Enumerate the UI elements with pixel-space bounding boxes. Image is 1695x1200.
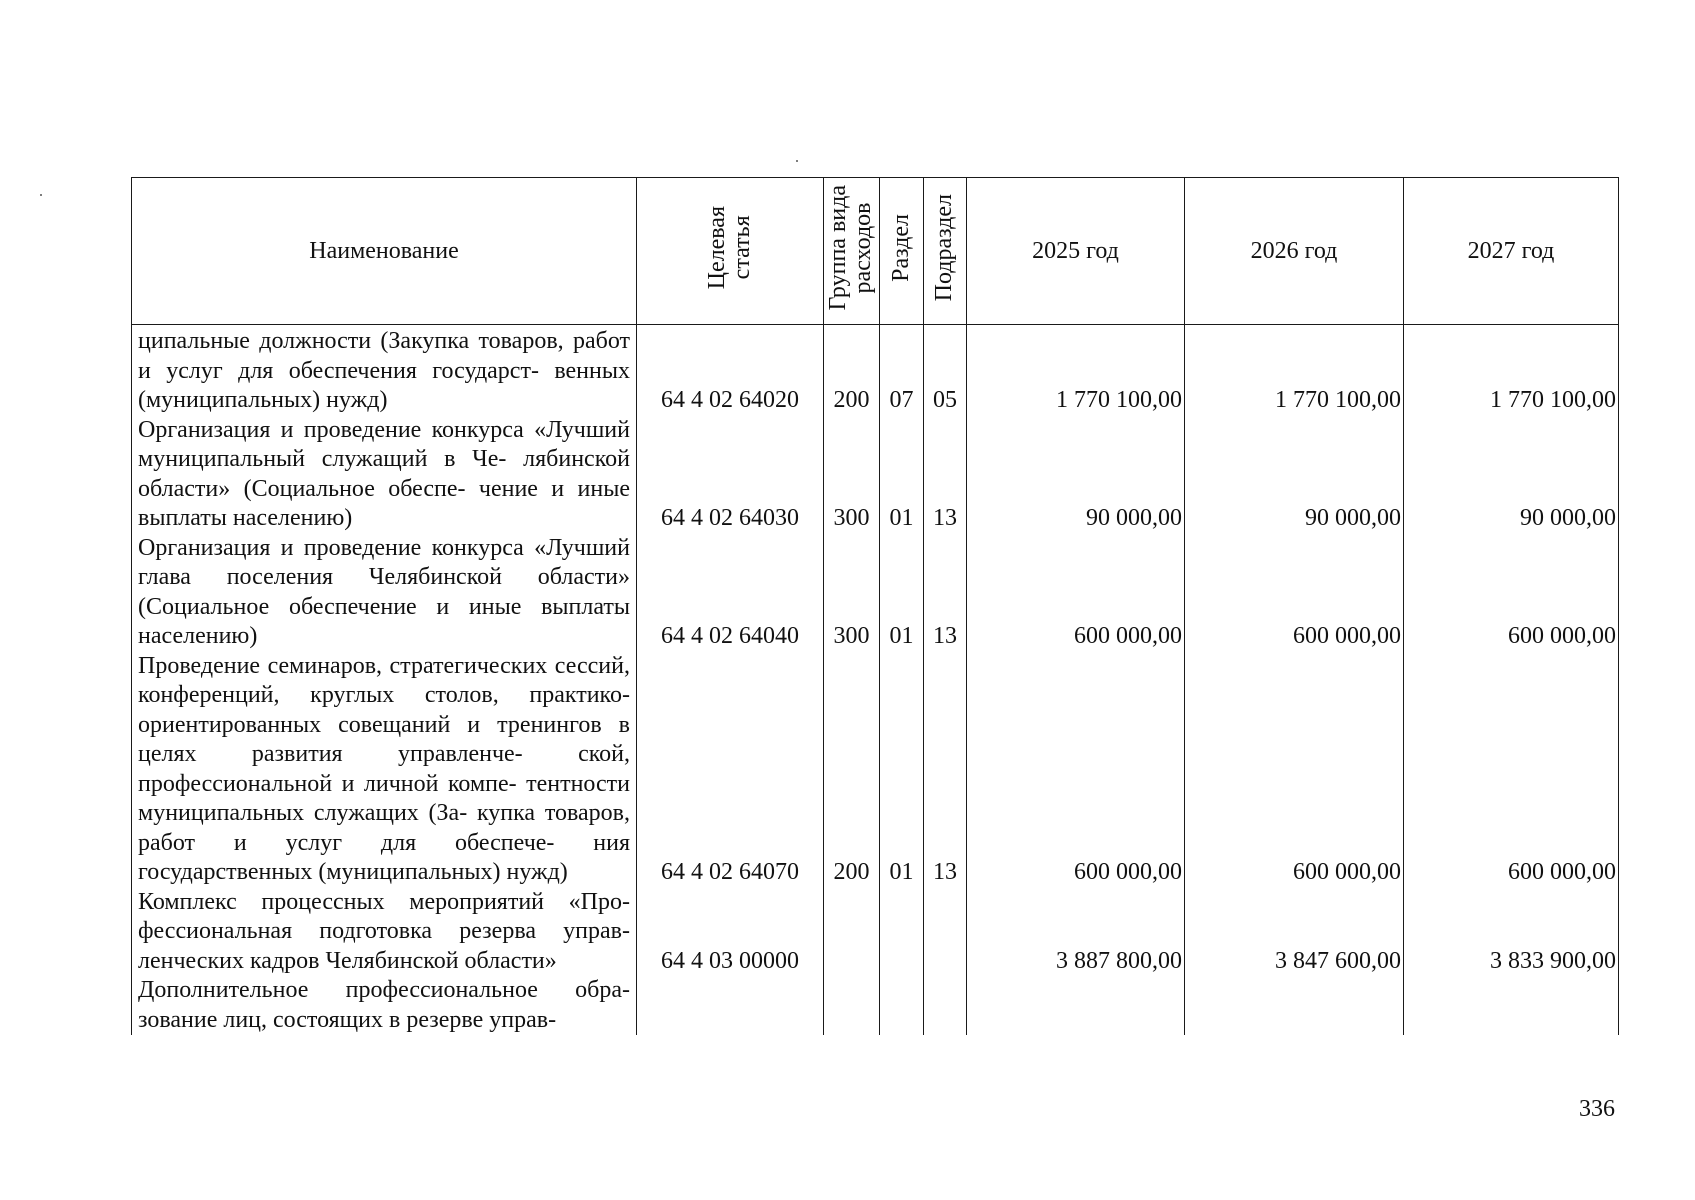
scan-speck bbox=[40, 194, 42, 196]
row-expense-group: 200 bbox=[824, 652, 880, 888]
row-amount-2025: 1 770 100,00 bbox=[967, 325, 1185, 416]
row-target-article bbox=[637, 976, 824, 1035]
row-subsection: 13 bbox=[924, 416, 967, 534]
row-name: Организация и проведение конкурса «Лучший муниципальный служащий в Че- лябинской области» (Социальное обеспе- чение и иные выплаты населению) bbox=[132, 416, 637, 534]
row-amount-2025: 600 000,00 bbox=[967, 652, 1185, 888]
row-amount-2025 bbox=[967, 976, 1185, 1035]
row-expense-group: 300 bbox=[824, 416, 880, 534]
header-subsection-label: Подраздел bbox=[931, 193, 958, 302]
row-amount-2026: 600 000,00 bbox=[1185, 534, 1404, 652]
table-row bbox=[132, 416, 1619, 534]
row-subsection: 13 bbox=[924, 652, 967, 888]
row-name: Проведение семинаров, стратегических сессий, конференций, круглых столов, практико-ориентированных совещаний и тренингов в целях развития управленче- ской, профессиональной и личной компе- тентности муниципальных служащих (За- купка товаров, работ и услуг для обеспече- ния государственных (муниципальных) нужд) bbox=[132, 652, 637, 888]
page-number: 336 bbox=[1579, 1096, 1615, 1122]
row-section bbox=[880, 888, 924, 977]
header-expense-group-line-2: расходов bbox=[850, 202, 877, 293]
header-name bbox=[132, 178, 637, 325]
header-section bbox=[880, 178, 924, 325]
row-subsection bbox=[924, 976, 967, 1035]
row-expense-group bbox=[824, 976, 880, 1035]
row-name: Дополнительное профессиональное обра- зование лиц, состоящих в резерве управ- bbox=[132, 976, 637, 1035]
row-amount-2027: 600 000,00 bbox=[1404, 534, 1619, 652]
row-amount-2027: 3 833 900,00 bbox=[1404, 888, 1619, 977]
table-row bbox=[132, 888, 1619, 977]
row-amount-2027: 90 000,00 bbox=[1404, 416, 1619, 534]
row-name: Организация и проведение конкурса «Лучший глава поселения Челябинской области» (Социальное обеспечение и иные выплаты населению) bbox=[132, 534, 637, 652]
row-amount-2027: 1 770 100,00 bbox=[1404, 325, 1619, 416]
row-amount-2025: 600 000,00 bbox=[967, 534, 1185, 652]
row-target-article: 64 4 02 64020 bbox=[637, 325, 824, 416]
table-row bbox=[132, 976, 1619, 1035]
row-target-article: 64 4 02 64030 bbox=[637, 416, 824, 534]
row-section bbox=[880, 976, 924, 1035]
header-year-2025-label: 2025 год bbox=[1032, 237, 1119, 264]
header-section-label: Раздел bbox=[887, 213, 914, 282]
row-amount-2026: 1 770 100,00 bbox=[1185, 325, 1404, 416]
scan-speck bbox=[796, 160, 798, 162]
row-subsection bbox=[924, 888, 967, 977]
row-target-article: 64 4 02 64040 bbox=[637, 534, 824, 652]
header-expense-group bbox=[824, 178, 880, 325]
table-body bbox=[132, 325, 1619, 1036]
budget-table bbox=[131, 177, 1619, 1035]
header-subsection bbox=[924, 178, 967, 325]
header-expense-group-label bbox=[826, 185, 876, 310]
row-expense-group: 300 bbox=[824, 534, 880, 652]
row-name: ципальные должности (Закупка товаров, работ и услуг для обеспечения государст- венных (муниципальных) нужд) bbox=[132, 325, 637, 416]
row-amount-2027: 600 000,00 bbox=[1404, 652, 1619, 888]
row-section: 01 bbox=[880, 534, 924, 652]
header-expense-group-line-1: Группа вида bbox=[825, 184, 852, 311]
row-section: 07 bbox=[880, 325, 924, 416]
row-amount-2026: 90 000,00 bbox=[1185, 416, 1404, 534]
header-year-2027-label: 2027 год bbox=[1467, 237, 1555, 264]
header-year-2026-label: 2026 год bbox=[1250, 237, 1338, 264]
row-target-article: 64 4 02 64070 bbox=[637, 652, 824, 888]
header-year-2025 bbox=[967, 178, 1185, 325]
table-header bbox=[132, 178, 1619, 325]
header-year-2026 bbox=[1185, 178, 1404, 325]
row-expense-group bbox=[824, 888, 880, 977]
header-name-label: Наименование bbox=[309, 237, 459, 264]
header-year-2027 bbox=[1404, 178, 1619, 325]
row-subsection: 13 bbox=[924, 534, 967, 652]
row-amount-2026: 3 847 600,00 bbox=[1185, 888, 1404, 977]
header-target-article-label bbox=[705, 206, 755, 289]
table-row bbox=[132, 534, 1619, 652]
row-amount-2025: 3 887 800,00 bbox=[967, 888, 1185, 977]
table-row bbox=[132, 325, 1619, 416]
header-target-line-2: статья bbox=[729, 215, 755, 280]
row-amount-2025: 90 000,00 bbox=[967, 416, 1185, 534]
row-subsection: 05 bbox=[924, 325, 967, 416]
row-amount-2027 bbox=[1404, 976, 1619, 1035]
table-row bbox=[132, 652, 1619, 888]
row-amount-2026 bbox=[1185, 976, 1404, 1035]
row-name: Комплекс процессных мероприятий «Про- фессиональная подготовка резерва управ- ленческих кадров Челябинской области» bbox=[132, 888, 637, 977]
header-target-line-1: Целевая bbox=[703, 205, 730, 290]
row-expense-group: 200 bbox=[824, 325, 880, 416]
row-section: 01 bbox=[880, 652, 924, 888]
row-amount-2026: 600 000,00 bbox=[1185, 652, 1404, 888]
row-section: 01 bbox=[880, 416, 924, 534]
row-target-article: 64 4 03 00000 bbox=[637, 888, 824, 977]
header-target-article bbox=[637, 178, 824, 325]
